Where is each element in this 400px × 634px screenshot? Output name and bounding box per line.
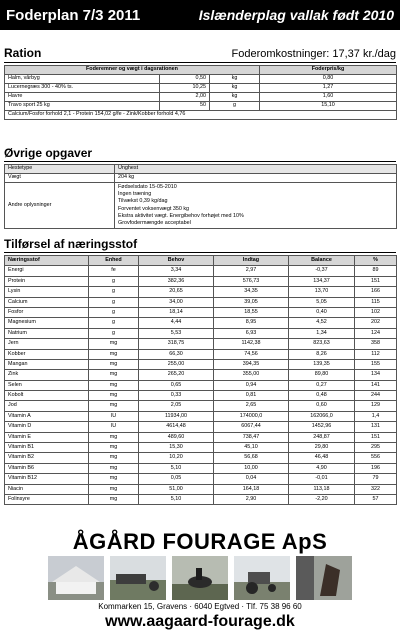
nutrient-need: 0,65 [139, 380, 214, 390]
nutrient-unit: IU [89, 422, 139, 432]
nutrient-balance: 0,27 [289, 380, 355, 390]
nutrient-percent: 358 [355, 339, 397, 349]
other-info-rule [4, 161, 396, 162]
nutrient-need: 318,75 [139, 339, 214, 349]
nutrient-need: 0,33 [139, 391, 214, 401]
nutrient-balance: 4,52 [289, 318, 355, 328]
nutrient-need: 5,53 [139, 328, 214, 338]
nutrient-percent: 134 [355, 370, 397, 380]
nutrient-section [4, 237, 396, 505]
horse-type-label: Hestetype [5, 165, 115, 174]
nutrient-balance: -2,20 [289, 494, 355, 504]
nutrient-name: Folinsyre [5, 494, 89, 504]
table-header-row [5, 66, 397, 75]
nutrient-intake: 74,56 [214, 349, 289, 359]
website-link[interactable]: www.aagaard-fourage.dk [105, 613, 295, 630]
nutrient-need: 11934,00 [139, 411, 214, 421]
table-row [5, 174, 397, 183]
feed-qty: 2,00 [160, 93, 210, 102]
nutrient-intake: 0,04 [214, 474, 289, 484]
nutrient-need: 20,65 [139, 287, 214, 297]
nutrient-percent: 196 [355, 463, 397, 473]
company-address: Kommarken 15, Gravens · 6040 Egtved · Tlf. 75 38 96 60 [98, 602, 302, 611]
nutrient-unit: g [89, 307, 139, 317]
nutrient-name: Vitamin B6 [5, 463, 89, 473]
nutrient-balance: 29,80 [289, 443, 355, 453]
nutrient-name: Vitamin A [5, 411, 89, 421]
table-row [5, 432, 397, 442]
nutrient-unit: mg [89, 370, 139, 380]
nutrient-intake: 0,94 [214, 380, 289, 390]
nutrient-percent: 155 [355, 359, 397, 369]
nutrient-unit: g [89, 328, 139, 338]
nutrient-intake: 738,47 [214, 432, 289, 442]
feed-unit: kg [210, 75, 260, 84]
nutrient-need: 5,10 [139, 463, 214, 473]
horse-type-value: Unghest [115, 165, 397, 174]
nutrient-balance: 8,26 [289, 349, 355, 359]
col-header: Behov [139, 256, 214, 266]
nutrient-percent: 57 [355, 494, 397, 504]
nutrient-balance: 1,34 [289, 328, 355, 338]
nutrient-percent: 1,4 [355, 411, 397, 421]
nutrient-intake: 34,35 [214, 287, 289, 297]
feed-qty: 50 [160, 102, 210, 111]
feed-name: Lucernegræs 300 - 40% ts. [5, 84, 160, 93]
nutrient-unit: mg [89, 401, 139, 411]
table-row [5, 494, 397, 504]
table-row [5, 102, 397, 111]
col-header: Balance [289, 256, 355, 266]
nutrient-name: Protein [5, 276, 89, 286]
nutrient-unit: mg [89, 494, 139, 504]
nutrient-percent: 89 [355, 266, 397, 276]
nutrient-unit: mg [89, 432, 139, 442]
table-row [5, 287, 397, 297]
nutrient-balance: 13,70 [289, 287, 355, 297]
nutrient-balance: 248,87 [289, 432, 355, 442]
other-info-section [4, 146, 396, 229]
nutrient-percent: 115 [355, 297, 397, 307]
nutrient-intake: 1142,38 [214, 339, 289, 349]
other-line: Grovfodermængde acceptabel [118, 220, 191, 227]
nutrient-name: Energi [5, 266, 89, 276]
nutrient-intake: 576,73 [214, 276, 289, 286]
feed-cost: Foderomkostninger: 17,37 kr./dag [231, 48, 396, 60]
nutrient-percent: 79 [355, 474, 397, 484]
table-row [5, 339, 397, 349]
nutrient-percent: 166 [355, 287, 397, 297]
ration-rule [4, 62, 396, 63]
nutrient-unit: mg [89, 463, 139, 473]
footer [0, 530, 400, 631]
nutrient-balance: -0,37 [289, 266, 355, 276]
nutrient-intake: 39,05 [214, 297, 289, 307]
nutrient-balance: -0,01 [289, 474, 355, 484]
feed-unit: kg [210, 93, 260, 102]
nutrient-percent: 102 [355, 307, 397, 317]
nutrient-unit: mg [89, 339, 139, 349]
nutrient-need: 255,00 [139, 359, 214, 369]
table-row [5, 307, 397, 317]
ration-header-price: Foderpris/kg [260, 66, 397, 75]
other-lines [115, 183, 397, 229]
nutrient-unit: mg [89, 484, 139, 494]
nutrient-balance: 113,18 [289, 484, 355, 494]
feed-qty: 10,25 [160, 84, 210, 93]
nutrient-intake: 10,00 [214, 463, 289, 473]
nutrient-name: Vitamin B12 [5, 474, 89, 484]
col-header: Næringsstof [5, 256, 89, 266]
nutrient-unit: g [89, 318, 139, 328]
nutrient-name: Vitamin D [5, 422, 89, 432]
nutrient-percent: 129 [355, 401, 397, 411]
nutrient-unit: mg [89, 391, 139, 401]
feed-price: 1,27 [260, 84, 397, 93]
other-line: Tilvækst 0,39 kg/dag [118, 198, 168, 205]
nutrient-intake: 56,68 [214, 453, 289, 463]
feed-name: Halm, vårbyg [5, 75, 160, 84]
weight-label: Vægt [5, 174, 115, 183]
nutrient-need: 66,30 [139, 349, 214, 359]
table-row [5, 411, 397, 421]
nutrient-intake: 18,55 [214, 307, 289, 317]
nutrient-unit: mg [89, 349, 139, 359]
other-info-table [4, 164, 397, 229]
col-header: % [355, 256, 397, 266]
nutrient-need: 34,00 [139, 297, 214, 307]
nutrient-name: Kobolt [5, 391, 89, 401]
nutrient-percent: 244 [355, 391, 397, 401]
nutrient-need: 382,36 [139, 276, 214, 286]
nutrient-intake: 0,81 [214, 391, 289, 401]
nutrient-table [4, 255, 397, 505]
nutrient-name: Fosfor [5, 307, 89, 317]
nutrient-percent: 151 [355, 432, 397, 442]
other-line: Fødselsdato 15-05-2010 [118, 184, 177, 190]
field-photo [110, 556, 166, 600]
table-row [5, 391, 397, 401]
nutrient-unit: mg [89, 443, 139, 453]
nutrient-unit: IU [89, 411, 139, 421]
nutrient-name: Jod [5, 401, 89, 411]
horse-rider-photo [172, 556, 228, 600]
nutrient-need: 265,20 [139, 370, 214, 380]
nutrient-balance: 0,48 [289, 391, 355, 401]
table-row [5, 453, 397, 463]
table-header-row [5, 256, 397, 266]
table-row [5, 318, 397, 328]
table-row [5, 328, 397, 338]
nutrient-intake: 164,18 [214, 484, 289, 494]
nutrient-percent: 202 [355, 318, 397, 328]
nutrient-name: Calcium [5, 297, 89, 307]
nutrient-balance: 5,05 [289, 297, 355, 307]
ration-header [4, 44, 396, 60]
nutrient-name: Jern [5, 339, 89, 349]
nutrient-need: 4,44 [139, 318, 214, 328]
table-row [5, 297, 397, 307]
nutrient-need: 3,34 [139, 266, 214, 276]
col-header: Enhed [89, 256, 139, 266]
table-row [5, 75, 397, 84]
nutrient-unit: g [89, 297, 139, 307]
nutrient-intake: 8,95 [214, 318, 289, 328]
nutrient-name: Vitamin B2 [5, 453, 89, 463]
nutrient-rule [4, 252, 396, 253]
nutrient-balance: 139,35 [289, 359, 355, 369]
nutrient-name: Natrium [5, 328, 89, 338]
table-row [5, 370, 397, 380]
nutrient-balance: 162066,0 [289, 411, 355, 421]
plan-subject: Islænderplag vallak født 2010 [198, 7, 394, 23]
table-row [5, 111, 397, 120]
table-row [5, 474, 397, 484]
nutrient-unit: g [89, 287, 139, 297]
table-row [5, 93, 397, 102]
nutrient-body [5, 266, 397, 505]
ration-table [4, 65, 397, 120]
nutrient-intake: 2,90 [214, 494, 289, 504]
nutrient-balance: 89,80 [289, 370, 355, 380]
nutrient-need: 489,60 [139, 432, 214, 442]
nutrient-balance: 1452,96 [289, 422, 355, 432]
feed-price: 15,10 [260, 102, 397, 111]
nutrient-unit: mg [89, 359, 139, 369]
col-header: Indtag [214, 256, 289, 266]
header-banner [0, 0, 400, 30]
nutrient-balance: 823,63 [289, 339, 355, 349]
nutrient-name: Selen [5, 380, 89, 390]
table-row [5, 276, 397, 286]
table-row [5, 165, 397, 174]
nutrient-intake: 394,35 [214, 359, 289, 369]
photo-strip [0, 556, 400, 600]
nutrient-intake: 45,10 [214, 443, 289, 453]
other-line: Ekstra aktivitet vægt. Energibehov forhøjet med 10% [118, 212, 244, 219]
nutrient-title: Tilførsel af næringsstof [4, 237, 138, 251]
other-line: Ingen træning [118, 191, 152, 198]
nutrient-name: Vitamin E [5, 432, 89, 442]
nutrient-percent: 322 [355, 484, 397, 494]
nutrient-unit: fe [89, 266, 139, 276]
nutrient-name: Magnesium [5, 318, 89, 328]
horse-head-photo [296, 556, 352, 600]
feed-price: 1,60 [260, 93, 397, 102]
nutrient-name: Kobber [5, 349, 89, 359]
other-label: Andre oplysninger [5, 183, 115, 229]
nutrient-need: 15,30 [139, 443, 214, 453]
ration-section [4, 44, 396, 120]
feed-qty: 0,50 [160, 75, 210, 84]
other-line: Forventet voksenvægt 350 kg [118, 205, 190, 212]
tractor-photo [234, 556, 290, 600]
ration-title: Ration [4, 46, 42, 60]
nutrient-intake: 2,97 [214, 266, 289, 276]
table-row [5, 401, 397, 411]
stable-photo [48, 556, 104, 600]
nutrient-unit: mg [89, 380, 139, 390]
nutrient-percent: 295 [355, 443, 397, 453]
nutrient-intake: 6067,44 [214, 422, 289, 432]
feed-unit: g [210, 102, 260, 111]
ration-note: Calcium/Fosfor forhold 2,1 - Protein 154,02 g/fe - Zink/Kobber forhold 4,76 [5, 111, 397, 120]
nutrient-percent: 112 [355, 349, 397, 359]
nutrient-balance: 134,37 [289, 276, 355, 286]
table-row [5, 380, 397, 390]
nutrient-intake: 6,93 [214, 328, 289, 338]
company-name: ÅGÅRD FOURAGE ApS [72, 529, 328, 554]
nutrient-name: Mangan [5, 359, 89, 369]
nutrient-name: Zink [5, 370, 89, 380]
nutrient-unit: mg [89, 474, 139, 484]
feed-name: Travo sport 25 kg [5, 102, 160, 111]
table-row [5, 484, 397, 494]
feed-name: Havre [5, 93, 160, 102]
nutrient-intake: 355,00 [214, 370, 289, 380]
table-row [5, 266, 397, 276]
nutrient-need: 51,00 [139, 484, 214, 494]
nutrient-balance: 46,48 [289, 453, 355, 463]
plan-title: Foderplan 7/3 2011 [6, 6, 141, 24]
nutrient-name: Niacin [5, 484, 89, 494]
nutrient-balance: 4,90 [289, 463, 355, 473]
nutrient-need: 10,20 [139, 453, 214, 463]
nutrient-intake: 174000,0 [214, 411, 289, 421]
nutrient-unit: mg [89, 453, 139, 463]
nutrient-need: 18,14 [139, 307, 214, 317]
table-row [5, 359, 397, 369]
nutrient-name: Vitamin B1 [5, 443, 89, 453]
table-row [5, 443, 397, 453]
ration-header-main: Foderemner og vægt i dagsrationen [5, 66, 260, 75]
table-row [5, 349, 397, 359]
nutrient-percent: 141 [355, 380, 397, 390]
nutrient-balance: 0,60 [289, 401, 355, 411]
nutrient-intake: 2,65 [214, 401, 289, 411]
table-row [5, 183, 397, 229]
feed-unit: kg [210, 84, 260, 93]
feed-price: 0,80 [260, 75, 397, 84]
table-row [5, 422, 397, 432]
nutrient-need: 5,10 [139, 494, 214, 504]
nutrient-percent: 151 [355, 276, 397, 286]
nutrient-percent: 556 [355, 453, 397, 463]
other-info-title: Øvrige opgaver [4, 146, 93, 160]
weight-value: 204 kg [115, 174, 397, 183]
nutrient-percent: 131 [355, 422, 397, 432]
table-row [5, 463, 397, 473]
nutrient-unit: g [89, 276, 139, 286]
nutrient-need: 4614,48 [139, 422, 214, 432]
nutrient-need: 2,05 [139, 401, 214, 411]
nutrient-balance: 0,40 [289, 307, 355, 317]
nutrient-percent: 124 [355, 328, 397, 338]
table-row [5, 84, 397, 93]
nutrient-need: 0,05 [139, 474, 214, 484]
nutrient-name: Lysin [5, 287, 89, 297]
